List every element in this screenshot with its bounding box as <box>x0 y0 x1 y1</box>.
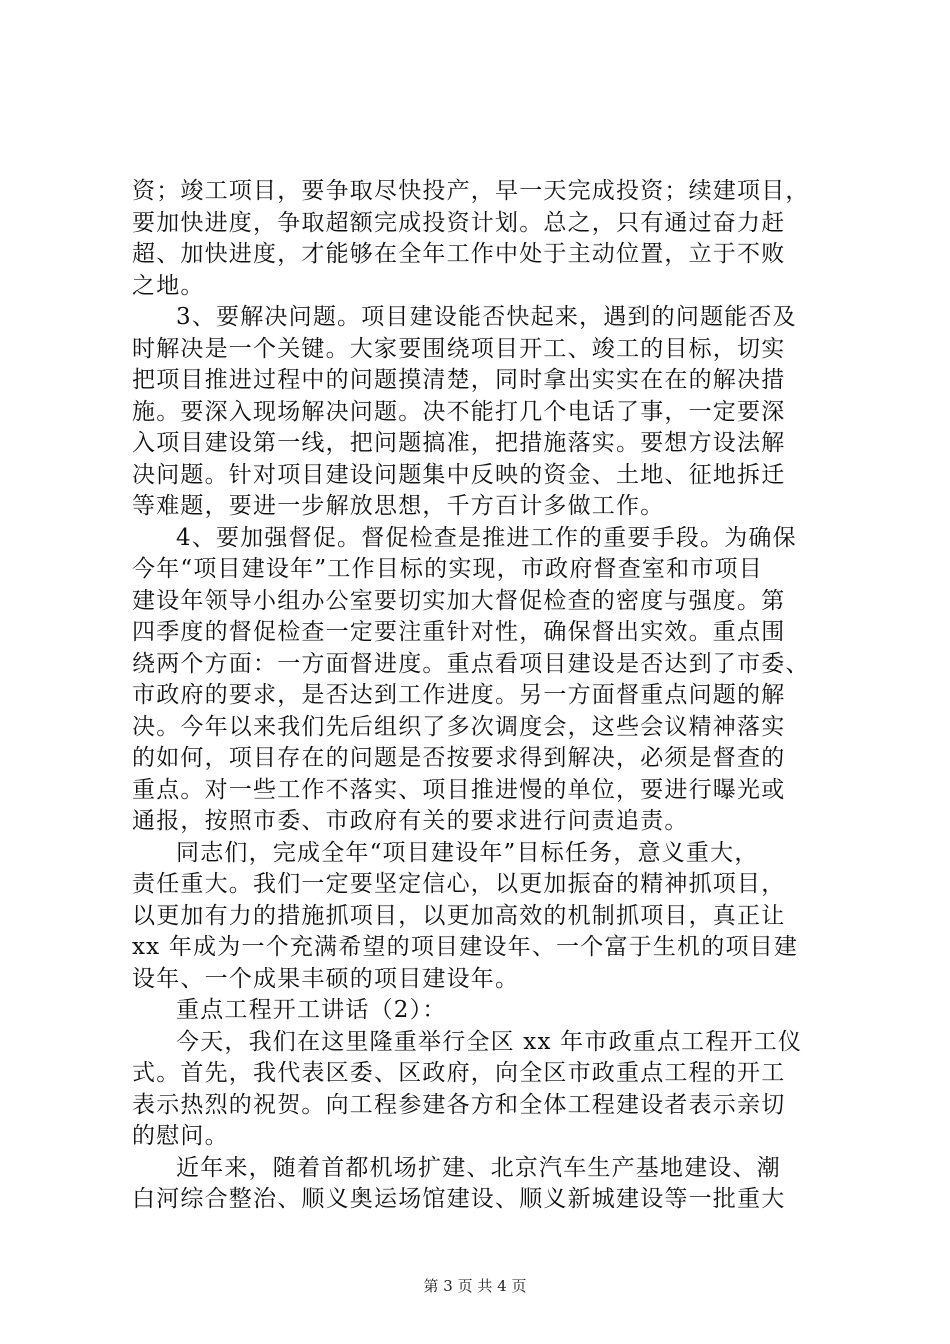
text-line: 3、要解决问题。项目建设能否快起来，遇到的问题能否及 <box>176 304 797 330</box>
text-line: 责任重大。我们一定要坚定信心，以更加振奋的精神抓项目， <box>132 871 786 897</box>
text-line: 4、要加强督促。督促检查是推进工作的重要手段。为确保 <box>176 524 797 551</box>
document-body <box>132 176 832 1216</box>
text-line: xx 年成为一个充满希望的项目建设年、一个富于生机的项目建 <box>132 934 799 960</box>
text-line: 建设年领导小组办公室要切实加大督促检查的密度与强度。第 <box>132 587 786 614</box>
text-line: 入项目建设第一线，把问题搞准，把措施落实。要想方设法解 <box>132 430 786 456</box>
page-footer: 第 3 页 共 4 页 <box>423 1277 527 1295</box>
text-line: 四季度的督促检查一定要注重针对性，确保督出实效。重点围 <box>132 619 786 645</box>
text-line: 等难题，要进一步解放思想，千方百计多做工作。 <box>132 493 665 519</box>
text-line: 超、加快进度，才能够在全年工作中处于主动位置，立于不败 <box>132 241 786 267</box>
text-line: 重点工程开工讲话（2）： <box>176 997 447 1023</box>
text-line: 资；竣工项目，要争取尽快投产，早一天完成投资；续建项目， <box>132 178 810 204</box>
text-line: 表示热烈的祝贺。向工程参建各方和全体工程建设者表示亲切 <box>132 1091 786 1118</box>
text-line: 施。要深入现场解决问题。决不能打几个电话了事，一定要深 <box>132 398 786 425</box>
text-line: 绕两个方面：一方面督进度。重点看项目建设是否达到了市委、 <box>132 650 810 677</box>
text-line: 市政府的要求，是否达到工作进度。另一方面督重点问题的解 <box>132 682 786 708</box>
text-line: 的如何，项目存在的问题是否按要求得到解决，必须是督查的 <box>132 745 786 771</box>
text-line: 决。今年以来我们先后组织了多次调度会，这些会议精神落实 <box>132 713 786 740</box>
text-line: 决问题。针对项目建设问题集中反映的资金、土地、征地拆迁 <box>132 461 786 488</box>
text-line: 近年来，随着首都机场扩建、北京汽车生产基地建设、潮 <box>176 1154 781 1181</box>
text-line: 白河综合整治、顺义奥运场馆建设、顺义新城建设等一批重大 <box>132 1186 786 1212</box>
text-line: 以更加有力的措施抓项目，以更加高效的机制抓项目，真正让 <box>132 902 786 929</box>
text-line: 今天，我们在这里隆重举行全区 xx 年市政重点工程开工仪 <box>176 1028 803 1055</box>
text-line: 今年“项目建设年”工作目标的实现，市政府督查室和市项目 <box>132 556 763 582</box>
text-line: 时解决是一个关键。大家要围绕项目开工、竣工的目标，切实 <box>132 335 786 362</box>
text-line: 式。首先，我代表区委、区政府，向全区市政重点工程的开工 <box>132 1060 786 1086</box>
text-line: 设年、一个成果丰硕的项目建设年。 <box>132 965 520 992</box>
text-line: 重点。对一些工作不落实、项目推进慢的单位，要进行曝光或 <box>132 776 786 803</box>
text-line: 要加快进度，争取超额完成投资计划。总之，只有通过奋力赶 <box>132 209 786 236</box>
text-line: 把项目推进过程中的问题摸清楚，同时拿出实实在在的解决措 <box>132 367 786 393</box>
text-line: 同志们，完成全年“项目建设年”目标任务，意义重大， <box>176 839 759 866</box>
text-line: 的慰问。 <box>132 1123 229 1149</box>
text-line: 之地。 <box>132 272 205 299</box>
text-line: 通报，按照市委、市政府有关的要求进行问责追责。 <box>132 808 689 834</box>
